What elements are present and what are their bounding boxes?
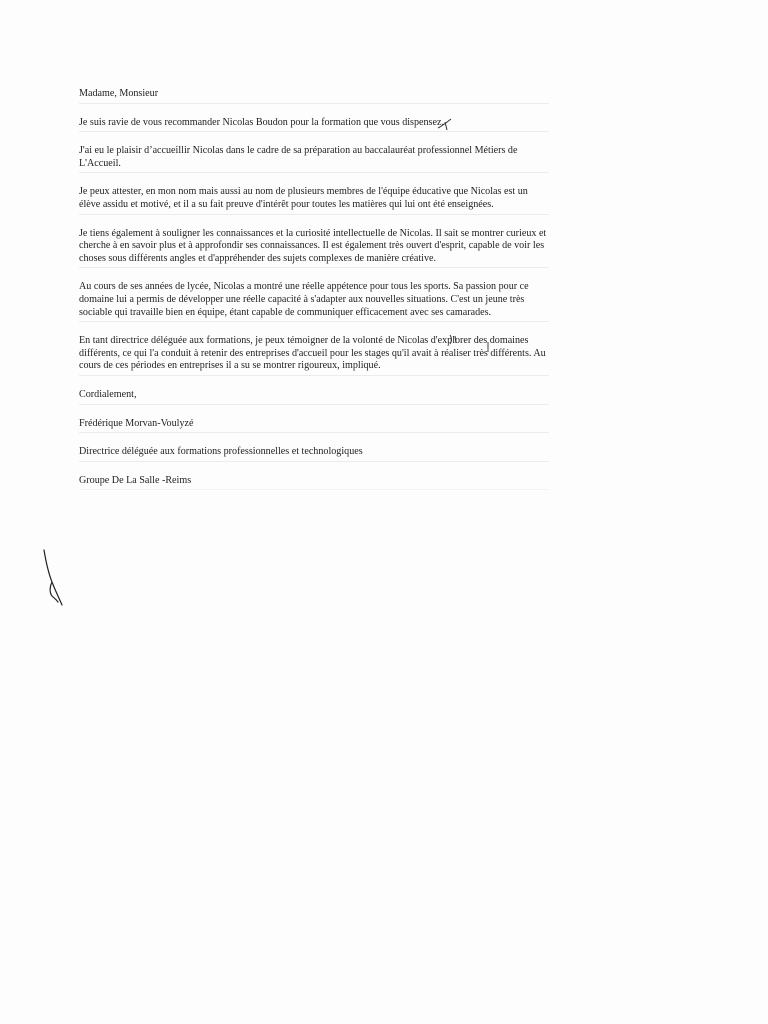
paragraph-sports — [79, 281, 549, 322]
handwritten-correction-mark — [484, 340, 492, 354]
pen-scribble-mark — [36, 548, 76, 608]
paragraph-text: J'ai eu le plaisir d’accueillir Nicolas dans le cadre de sa préparation au baccalauréat professionnel Métiers de L'Accueil. — [79, 145, 518, 169]
salutation — [79, 88, 549, 104]
paragraph-text: Je peux attester, en mon nom mais aussi au nom de plusieurs membres de l'équipe éducative que Nicolas est un élève assidu et motivé, et il a su fait preuve d'intérêt pour toutes les matières qui lui ont été enseignées. — [79, 186, 528, 210]
paragraph-text: Je tiens également à souligner les connaissances et la curiosité intellectuelle de Nicolas. Il sait se montrer curieux et cherche à en savoir plus et à approfondir ses connaissances. Il est également très ouvert d'esprit, capable de voir les choses sous différents angles et d'appréhender des sujets complexes de manière créative. — [79, 227, 547, 264]
salutation-text: Madame, Monsieur — [79, 88, 159, 99]
signatory-name — [79, 418, 549, 434]
signatory-title-text: Directrice déléguée aux formations professionnelles et technologiques — [79, 446, 363, 458]
closing-text: Cordialement, — [79, 388, 137, 400]
paragraph-intro — [79, 117, 549, 133]
organization-text: Groupe De La Salle -Reims — [79, 474, 192, 486]
signatory-title — [79, 446, 549, 462]
paragraph-text: Au cours de ses années de lycée, Nicolas a montré une réelle appétence pour tous les sports. Sa passion pour ce domaine lui a permis de développer une réelle capacité à s'adapter aux nouvelles situations. C'est un jeune très sociable qui travaille bien en équipe, étant capable de communiquer efficacement avec ses camarades. — [79, 281, 529, 318]
paragraph-text: Je suis ravie de vous recommander Nicolas Boudon pour la formation que vous dispensez. — [79, 116, 444, 128]
letter-body — [79, 88, 549, 503]
paragraph-text: En tant directrice déléguée aux formations, je peux témoigner de la volonté de Nicolas d'explorer des domaines différents, ce qui l'a conduit à retenir des entreprises d'accueil pour les stages qu'il avait à réaliser très différents. Au cours de ces périodes en entreprises il a su se montrer rigoureux, impliqué. — [79, 335, 546, 372]
paragraph-internships — [79, 335, 549, 376]
paragraph-welcome — [79, 145, 549, 173]
paragraph-attestation — [79, 186, 549, 214]
closing — [79, 389, 549, 405]
handwritten-correction-mark — [436, 117, 454, 131]
signatory-name-text: Frédérique Morvan-Voulyzé — [79, 417, 194, 429]
handwritten-correction-mark — [447, 332, 461, 346]
organization — [79, 475, 549, 491]
paragraph-curiosity — [79, 228, 549, 269]
